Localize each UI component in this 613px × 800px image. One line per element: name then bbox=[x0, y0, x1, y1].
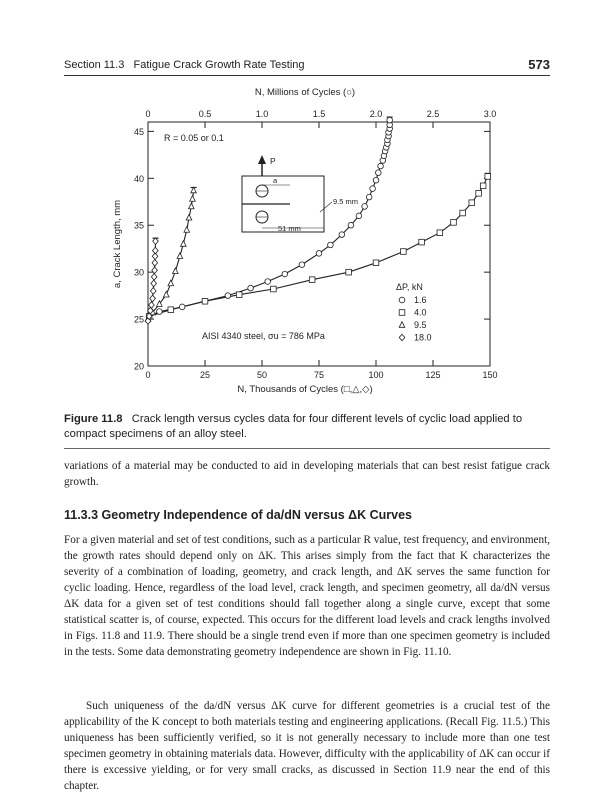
x-tick-label-top-3: 1.5 bbox=[312, 109, 326, 119]
point-circle-4 bbox=[225, 293, 231, 299]
legend-label-9-5: 9.5 bbox=[414, 320, 427, 330]
compact-specimen-diagram bbox=[242, 155, 358, 233]
x-tick-label-bottom-1: 25 bbox=[199, 370, 211, 380]
plot-border bbox=[148, 122, 490, 366]
x-tick-label-top-2: 1.0 bbox=[255, 109, 269, 119]
point-square-3 bbox=[236, 292, 242, 298]
legend-label-18-0: 18.0 bbox=[414, 332, 432, 343]
material-annotation: AISI 4340 steel, σu = 786 MPa bbox=[202, 331, 325, 341]
y-tick-label-1: 25 bbox=[133, 314, 144, 325]
point-square-6 bbox=[346, 269, 352, 275]
r-ratio-annotation: R = 0.05 or 0.1 bbox=[164, 133, 224, 143]
point-circle-19 bbox=[378, 163, 384, 169]
legend-items bbox=[399, 295, 431, 343]
point-circle-18 bbox=[375, 170, 381, 176]
x-tick-label-top-0: 0 bbox=[145, 109, 151, 119]
x-tick-label-bottom-0: 0 bbox=[145, 370, 151, 380]
point-triangle-8 bbox=[184, 227, 190, 233]
point-diamond-12 bbox=[153, 238, 159, 245]
crack-dim-label: a bbox=[273, 176, 278, 185]
point-square-4 bbox=[271, 286, 277, 292]
point-circle-6 bbox=[265, 279, 271, 285]
legend bbox=[396, 282, 432, 343]
legend-marker-circle bbox=[399, 297, 405, 303]
point-circle-7 bbox=[282, 271, 288, 277]
point-square-11 bbox=[451, 220, 457, 226]
point-square-1 bbox=[168, 307, 174, 313]
point-triangle-10 bbox=[189, 203, 195, 209]
point-triangle-11 bbox=[190, 196, 196, 202]
body-paragraph-1: For a given material and set of test conditions, such as a particular R value, test frequency, and environment, the growth rates should depend only on ΔK. This arises simply from the fact that K characterizes the severity of a combination of loading, geometry, and crack length, and ΔK serves the same function for cyclic loading. Hence, regardless of the load level, crack length, and specimen geometry, all da/dN versus ΔK data for a given set of test conditions should fall together along a single curve, except that some statistical scatter is, of course, expected. This occurs for the different load levels and crack lengths involved in Figs. 11.8 and 11.9. There should be a single trend even if more than one specimen geometry is included in the tests. Some data demonstrating geometry independence are shown in Fig. 11.10. bbox=[64, 534, 550, 658]
y-tick-label-0: 20 bbox=[133, 361, 144, 372]
point-square-12 bbox=[460, 210, 466, 216]
point-square-14 bbox=[476, 191, 482, 197]
point-circle-10 bbox=[328, 242, 334, 248]
point-square-13 bbox=[469, 200, 475, 206]
point-square-2 bbox=[202, 298, 208, 304]
legend-title: ΔP, kN bbox=[396, 282, 423, 292]
legend-label-1-6: 1.6 bbox=[414, 295, 427, 305]
point-circle-11 bbox=[339, 232, 345, 238]
caption-rule bbox=[64, 448, 550, 449]
x-tick-label-top-4: 2.0 bbox=[369, 109, 383, 119]
point-triangle-7 bbox=[181, 241, 187, 247]
point-circle-17 bbox=[373, 177, 379, 183]
crack-length-chart bbox=[0, 80, 613, 405]
point-circle-16 bbox=[370, 186, 376, 192]
x-tick-label-bottom-5: 125 bbox=[425, 370, 441, 380]
figure-label: Figure 11.8 bbox=[64, 413, 123, 425]
point-triangle-4 bbox=[168, 280, 174, 286]
x-tick-label-bottom-2: 50 bbox=[256, 370, 268, 380]
load-arrow-head bbox=[258, 155, 266, 164]
y-tick-label-3: 35 bbox=[133, 220, 144, 231]
continuation-paragraph: variations of a material may be conducted to aid in developing materials that can best resist fatigue crack growth. bbox=[64, 460, 550, 488]
point-triangle-9 bbox=[186, 214, 192, 220]
section-heading: 11.3.3 Geometry Independence of da/dN versus ΔK Curves bbox=[64, 508, 412, 522]
point-square-10 bbox=[437, 230, 443, 236]
running-head bbox=[64, 59, 550, 75]
legend-marker-square bbox=[399, 310, 405, 316]
legend-label-4-0: 4.0 bbox=[414, 307, 427, 318]
bottom-axis-label: N, Thousands of Cycles (□,△,◇) bbox=[237, 384, 373, 395]
page-number: 573 bbox=[528, 57, 550, 72]
x-tick-label-bottom-6: 150 bbox=[482, 370, 498, 380]
point-circle-9 bbox=[316, 251, 322, 257]
point-circle-13 bbox=[356, 213, 362, 219]
point-circle-15 bbox=[366, 194, 372, 200]
top-axis-label: N, Millions of Cycles (○) bbox=[254, 87, 356, 98]
point-diamond-5 bbox=[150, 288, 156, 295]
y-axis-label: a, Crack Length, mm bbox=[112, 199, 123, 289]
y-tick-label-4: 40 bbox=[133, 173, 144, 184]
x-tick-label-top-1: 0.5 bbox=[198, 109, 212, 119]
point-diamond-4 bbox=[150, 295, 156, 302]
point-circle-2 bbox=[179, 304, 185, 310]
legend-marker-triangle bbox=[399, 322, 405, 328]
point-triangle-6 bbox=[177, 253, 183, 259]
header-rule bbox=[64, 75, 550, 76]
section-title: Fatigue Crack Growth Rate Testing bbox=[133, 59, 305, 71]
point-square-15 bbox=[480, 183, 486, 189]
y-tick-label-5: 45 bbox=[133, 126, 144, 137]
point-circle-8 bbox=[299, 262, 305, 268]
load-label: P bbox=[270, 156, 276, 166]
figure-caption-text: Crack length versus cycles data for four different levels of cyclic load applied to compact specimens of an alloy steel. bbox=[64, 413, 523, 440]
point-diamond-11 bbox=[152, 247, 158, 254]
point-square-16 bbox=[485, 174, 491, 180]
point-diamond-9 bbox=[152, 259, 158, 266]
axis-ticks bbox=[148, 122, 490, 366]
point-diamond-7 bbox=[151, 274, 157, 281]
section-number: Section 11.3 bbox=[64, 59, 125, 71]
point-square-5 bbox=[309, 277, 315, 283]
x-tick-label-top-5: 2.5 bbox=[426, 109, 440, 119]
plot-frame bbox=[148, 122, 490, 366]
point-triangle-5 bbox=[173, 268, 179, 274]
x-tick-label-bottom-4: 100 bbox=[368, 370, 384, 380]
running-head-title bbox=[64, 59, 305, 71]
point-circle-30 bbox=[387, 117, 393, 123]
figure-caption bbox=[64, 412, 550, 442]
point-circle-12 bbox=[348, 222, 354, 228]
legend-marker-diamond bbox=[399, 334, 405, 341]
point-square-9 bbox=[419, 239, 425, 245]
point-circle-1 bbox=[157, 309, 163, 315]
width-dim-label: 51 mm bbox=[278, 224, 301, 233]
point-square-8 bbox=[401, 249, 407, 255]
point-circle-5 bbox=[248, 285, 254, 291]
y-tick-label-2: 30 bbox=[133, 267, 144, 278]
x-tick-label-bottom-3: 75 bbox=[313, 370, 325, 380]
point-triangle-3 bbox=[163, 291, 169, 297]
point-square-7 bbox=[373, 260, 379, 266]
point-diamond-3 bbox=[149, 302, 155, 309]
height-dim-label: 9.5 mm bbox=[333, 197, 359, 206]
body-paragraph-2: Such uniqueness of the da/dN versus ΔK curve for different geometries is a crucial test of the applicability of the K concept to both materials testing and engineering applications. (Recall Fig. 11.5.) This uniqueness has been sufficiently verified, so it is not generally necessary to include more than one test specimen geometry in obtaining materials data. However, difficulty with the applicability of ΔK can occur if there is excessive yielding, or for very small cracks, as discussed in Section 11.9 near the end of this chapter. bbox=[64, 700, 550, 792]
x-tick-label-top-6: 3.0 bbox=[483, 109, 497, 119]
point-diamond-6 bbox=[151, 280, 157, 287]
point-circle-14 bbox=[362, 204, 368, 210]
